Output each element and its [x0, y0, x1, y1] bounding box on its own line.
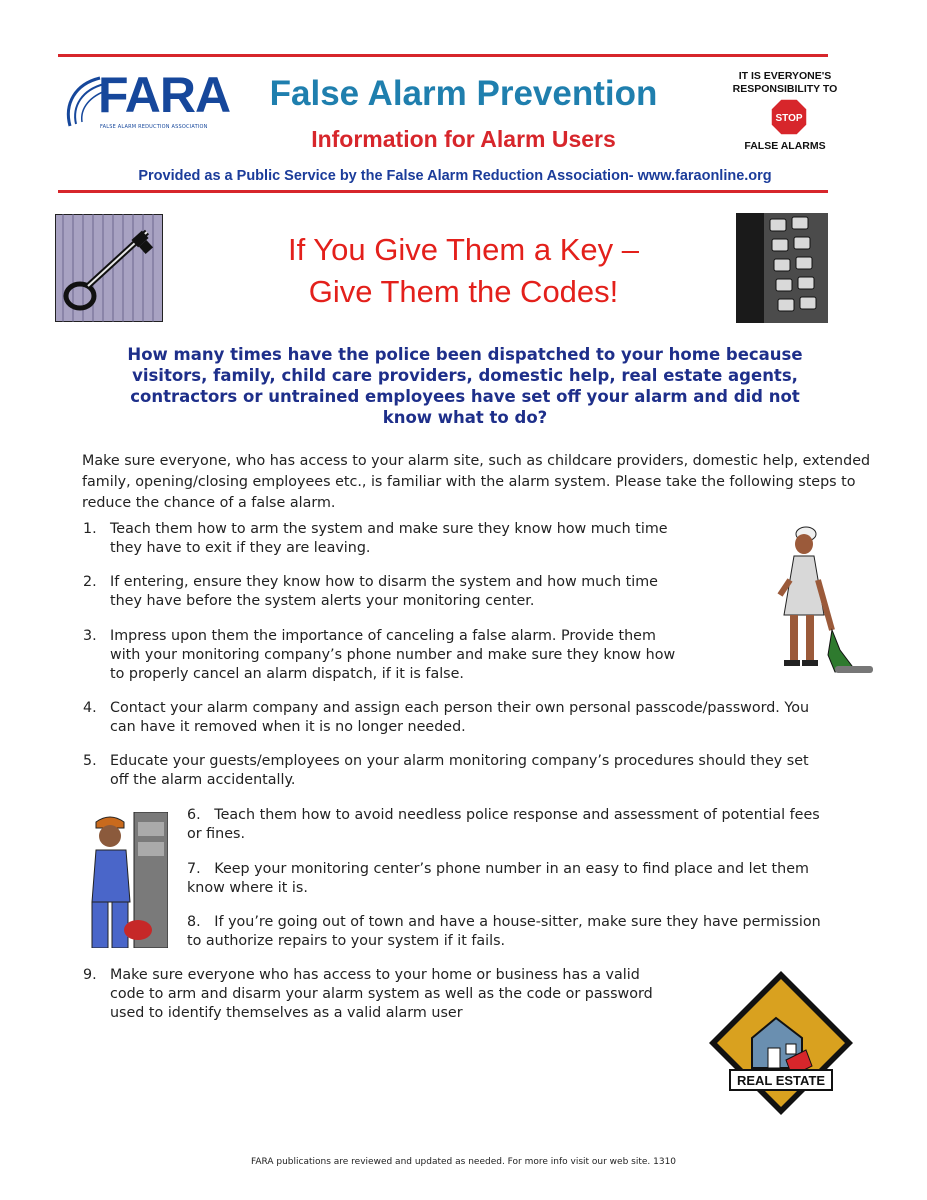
step-number: 3.: [83, 628, 97, 644]
logo-text: FARA: [98, 67, 231, 123]
step-line: with your monitoring company’s phone number and make sure they know how: [110, 647, 676, 663]
step-line: Educate your guests/employees on your alarm monitoring company’s procedures should they set: [110, 753, 809, 769]
step-line: or fines.: [187, 826, 246, 842]
real-estate-sign-label: REAL ESTATE: [736, 1073, 826, 1088]
maid-clipart-icon: [740, 520, 874, 675]
key-clipart-icon: [55, 214, 163, 322]
step-text: [110, 520, 668, 558]
footer-note: FARA publications are reviewed and updated as needed. For more info visit our web site. 1310: [250, 1157, 677, 1167]
false-alarms-text: FALSE ALARMS: [744, 140, 826, 152]
step-text: If you’re going out of town and have a house-sitter, make sure they have permission: [214, 914, 821, 930]
intro-paragraph: Make sure everyone, who has access to your alarm site, such as childcare providers, domestic help, extended family, opening/closing employees etc., is familiar with the alarm system. Please take the following steps to reduce the chance of a false alarm.: [82, 453, 871, 511]
step-line: to properly cancel an alarm dispatch, if it is false.: [110, 666, 464, 682]
step-line: Impress upon them the importance of canceling a false alarm. Provide them: [110, 628, 656, 644]
step-line: Make sure everyone who has access to your home or business has a valid: [110, 967, 640, 983]
step-text: Teach them how to avoid needless police response and assessment of potential fees: [214, 807, 820, 823]
stop-sign-icon: [770, 98, 808, 136]
list-item: [187, 860, 887, 900]
step-line: [187, 806, 887, 825]
step-line: used to identify themselves as a valid alarm user: [110, 1005, 463, 1021]
list-item: [83, 627, 743, 687]
provided-by-line: Provided as a Public Service by the False Alarm Reduction Association- www.faraonline.org: [138, 168, 772, 184]
list-item: [83, 966, 723, 1026]
step-number: 5.: [83, 753, 97, 769]
step-number: 2.: [83, 574, 97, 590]
step-line: code to arm and disarm your alarm system as well as the code or password: [110, 986, 653, 1002]
real-estate-sign-icon: [706, 968, 856, 1118]
list-item: [187, 806, 887, 846]
stop-sign-label: STOP: [775, 113, 803, 124]
step-number: 8.: [187, 914, 201, 930]
step-text: [110, 966, 653, 1023]
list-item: [83, 520, 743, 560]
headline-line-2: Give Them the Codes!: [308, 274, 619, 309]
worker-clipart-icon: [82, 812, 168, 948]
step-line: know where it is.: [187, 880, 308, 896]
step-number: 9.: [83, 967, 97, 983]
step-line: can have it removed when it is no longer needed.: [110, 719, 466, 735]
step-line: to authorize repairs to your system if it fails.: [187, 933, 506, 949]
step-text: [110, 752, 809, 790]
page-title: False Alarm Prevention: [269, 74, 658, 113]
step-line: Teach them how to arm the system and make sure they know how much time: [110, 521, 668, 537]
step-text: [110, 627, 675, 684]
list-item: [83, 752, 883, 792]
keypad-clipart-icon: [736, 213, 828, 323]
step-text: Keep your monitoring center’s phone number in an easy to find place and let them: [214, 861, 809, 877]
step-number: 7.: [187, 861, 201, 877]
step-number: 6.: [187, 807, 201, 823]
responsibility-line-1: IT IS EVERYONE'S: [738, 70, 832, 82]
step-line: If entering, ensure they know how to disarm the system and how much time: [110, 574, 658, 590]
step-number: 4.: [83, 700, 97, 716]
header-top-rule: [58, 54, 828, 57]
step-line: off the alarm accidentally.: [110, 772, 296, 788]
logo-subtitle: FALSE ALARM REDUCTION ASSOCIATION: [100, 124, 208, 130]
list-item: [83, 699, 883, 739]
question-paragraph: How many times have the police been dispatched to your home because visitors, family, child care providers, domestic help, real estate agents, contractors or untrained employees have set off your alarm and did not know what to do?: [127, 345, 803, 427]
list-item: [83, 573, 743, 613]
header-bottom-rule: [58, 190, 828, 193]
step-line: they have to exit if they are leaving.: [110, 540, 371, 556]
responsibility-text: [730, 70, 840, 96]
step-line: Contact your alarm company and assign each person their own personal passcode/password. You: [110, 700, 810, 716]
list-item: [187, 913, 887, 953]
step-text: [110, 699, 809, 737]
responsibility-line-2: RESPONSIBILITY TO: [732, 83, 838, 95]
step-number: 1.: [83, 521, 97, 537]
headline-line-1: If You Give Them a Key –: [288, 232, 639, 267]
step-line: they have before the system alerts your monitoring center.: [110, 593, 535, 609]
page-subtitle: Information for Alarm Users: [311, 126, 616, 152]
step-line: [187, 913, 887, 932]
step-text: [110, 573, 658, 611]
step-line: [187, 860, 887, 879]
